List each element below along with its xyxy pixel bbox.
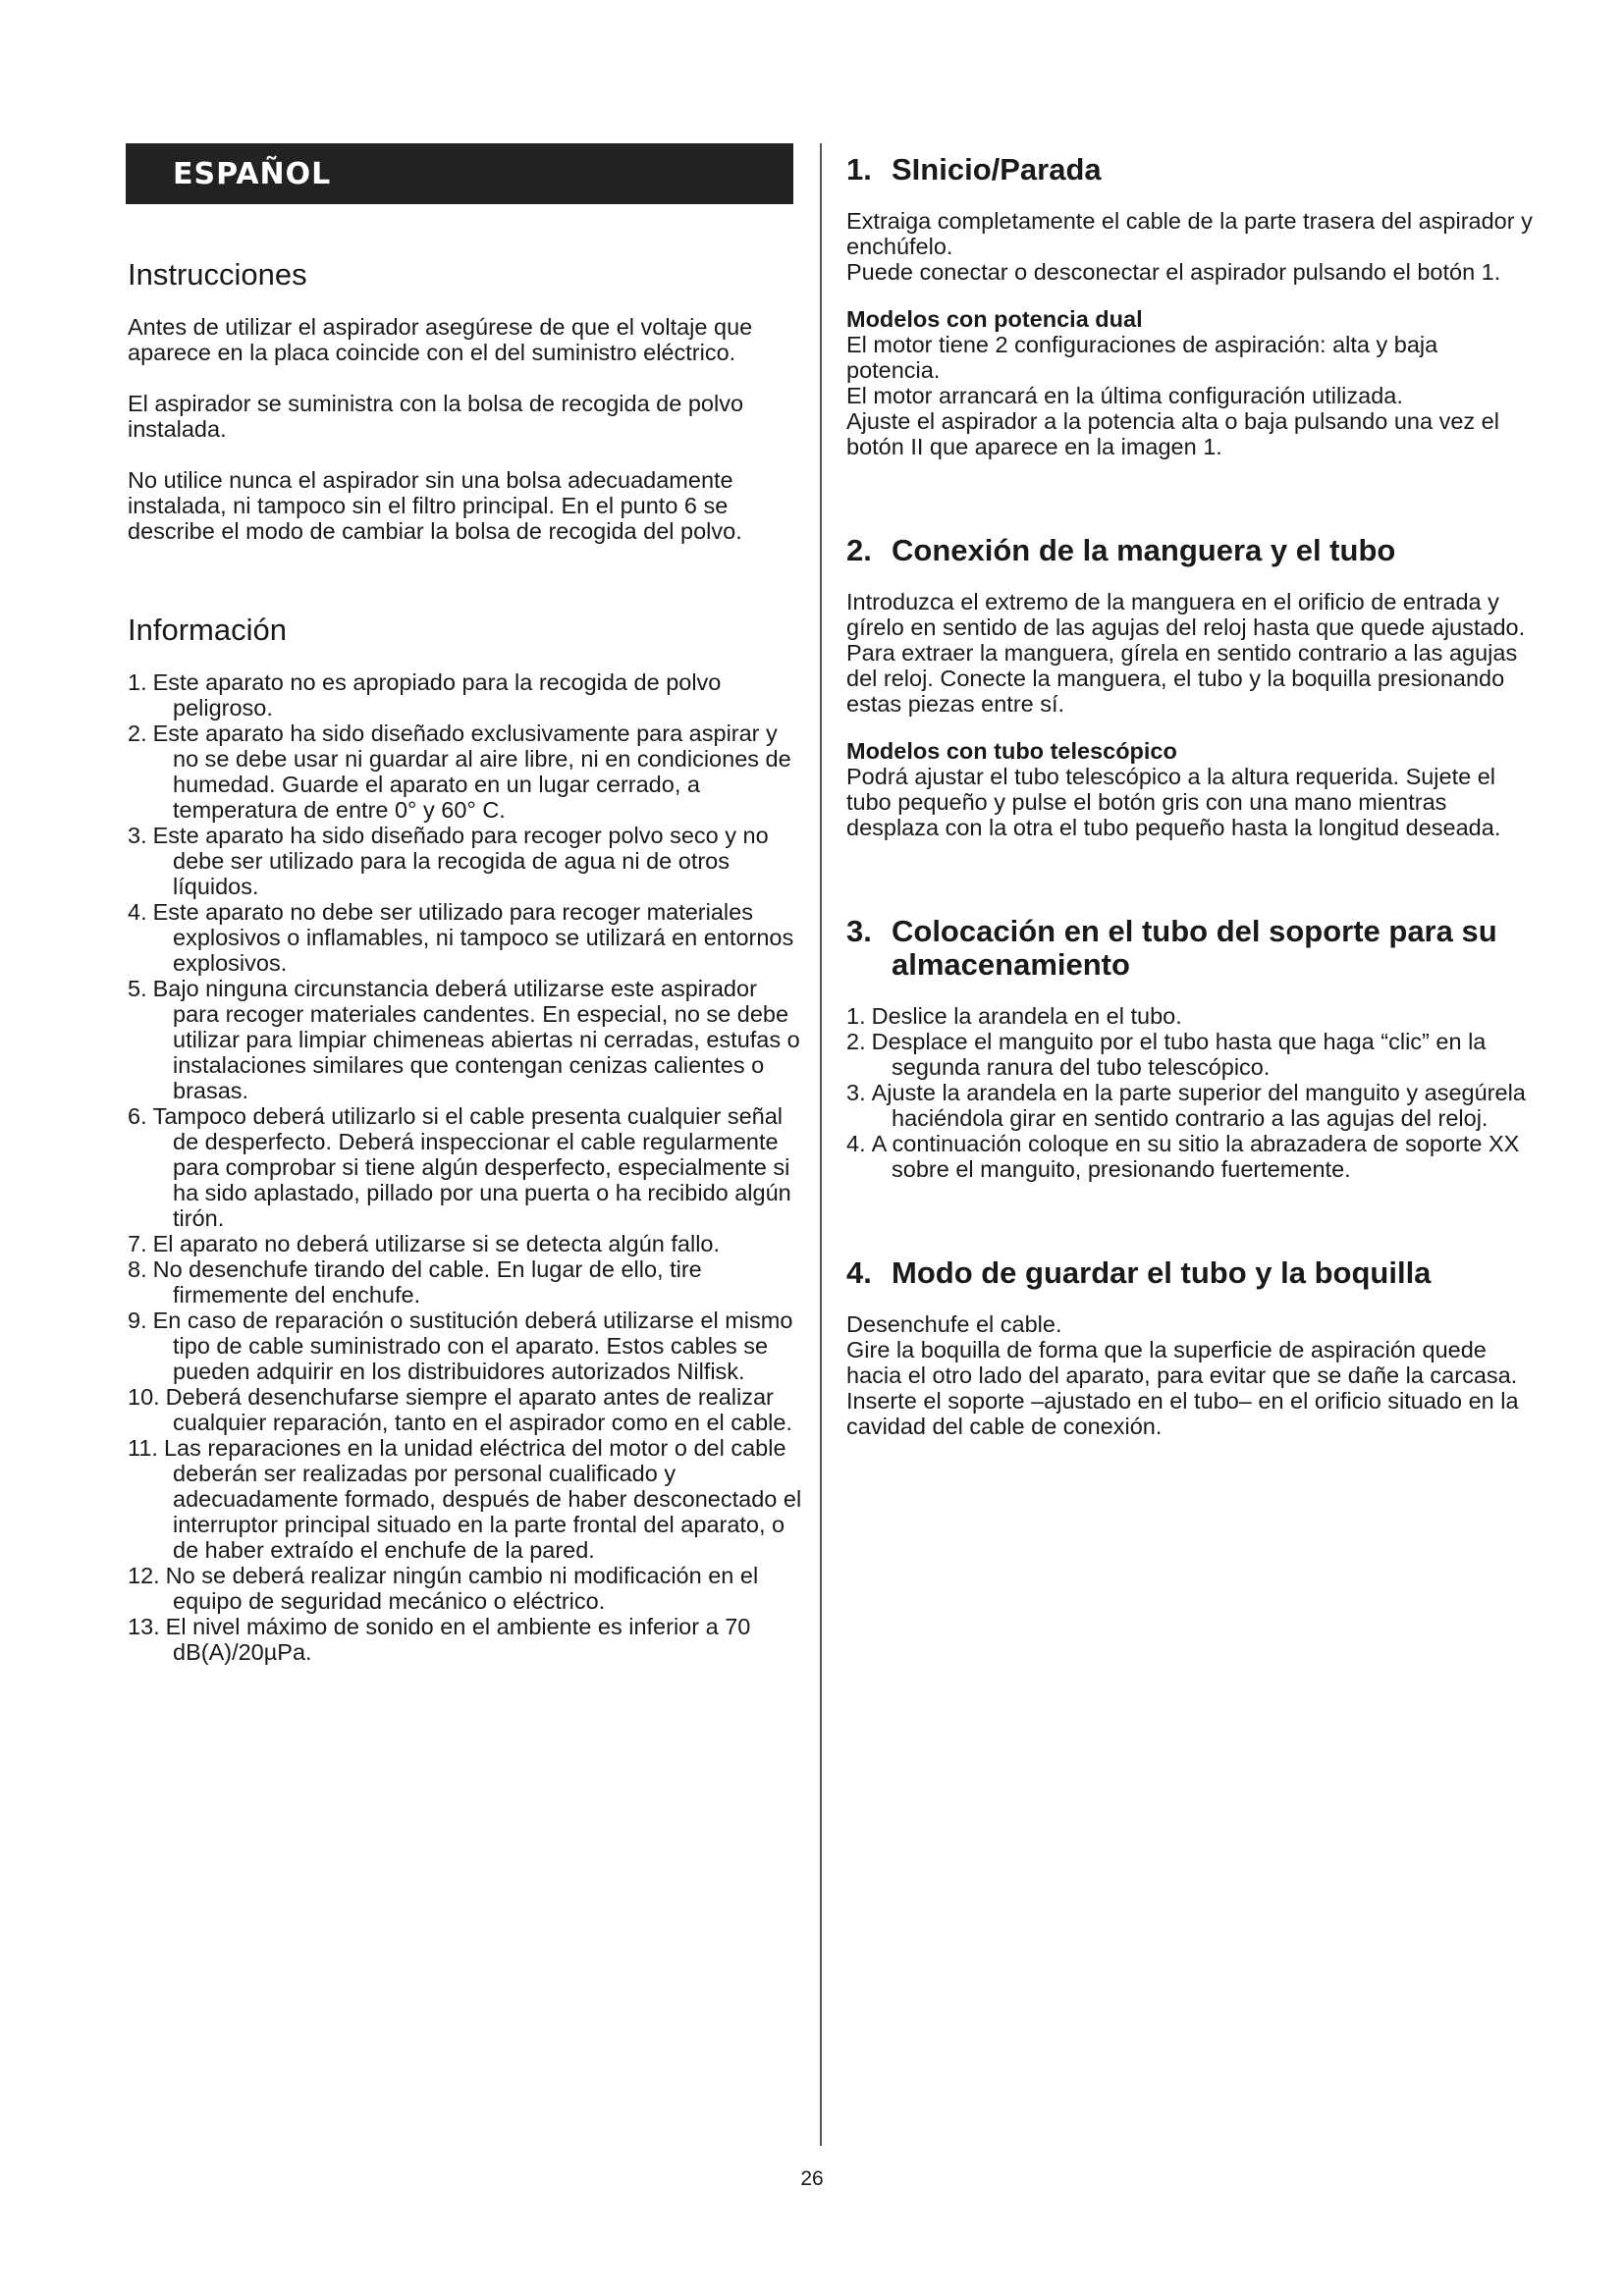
section-paragraph: Introduzca el extremo de la manguera en el orificio de entrada y gírelo en sentido de las agujas del reloj hasta que quede ajustado. Para extraer la manguera, gírela en sentido contrario a las agujas del reloj. Conecte la manguera, el tubo y la boquilla presionando estas piezas entre sí. [846, 589, 1526, 717]
informacion-list [128, 669, 805, 1665]
instrucciones-paragraph: Antes de utilizar el aspirador asegúrese de que el voltaje que aparece en la placa coincide con el del suministro eléctrico. [128, 314, 753, 365]
list-item: 7. El aparato no deberá utilizarse si se detecta algún fallo. [128, 1231, 721, 1256]
list-item: 2. Este aparato ha sido diseñado exclusivamente para aspirar y no se debe usar ni guardar al aire libre, ni en condiciones de humedad. Guarde el aparato en un lugar cerrado, a temperatura de entre 0° y 60° C. [128, 721, 791, 823]
left-column [128, 257, 805, 1665]
list-item: 1. Este aparato no es apropiado para la recogida de polvo peligroso. [128, 669, 722, 721]
section-paragraph: Desenchufe el cable. [846, 1311, 1062, 1337]
list-item: 10. Deberá desenchufarse siempre el aparato antes de realizar cualquier reparación, tanto en el aspirador como en el cable. [128, 1384, 792, 1435]
list-item: 4. A continuación coloque en su sitio la abrazadera de soporte XX sobre el manguito, presionando fuertemente. [846, 1131, 1520, 1182]
section-paragraph: El motor arrancará en la última configuración utilizada. [846, 383, 1403, 408]
section-conexion [846, 534, 1534, 840]
section-paragraph: Puede conectar o desconectar el aspirador pulsando el botón 1. [846, 259, 1501, 285]
section-heading: 4. Modo de guardar el tubo y la boquilla [846, 1255, 1432, 1290]
list-item: 12. No se deberá realizar ningún cambio ni modificación en el equipo de seguridad mecánico o eléctrico. [128, 1563, 759, 1614]
instrucciones-paragraph: No utilice nunca el aspirador sin una bolsa adecuadamente instalada, ni tampoco sin el filtro principal. En el punto 6 se describe el modo de cambiar la bolsa de recogida del polvo. [128, 467, 742, 544]
instrucciones-paragraph: El aspirador se suministra con la bolsa de recogida de polvo instalada. [128, 391, 744, 442]
steps-list [846, 1003, 1534, 1182]
column-divider [820, 143, 822, 2146]
language-label: ESPAÑOL [173, 156, 332, 191]
section-guardar [846, 1256, 1534, 1439]
list-item: 5. Bajo ninguna circunstancia deberá utilizarse este aspirador para recoger materiales candentes. En especial, no se debe utilizar para limpiar chimeneas abiertas ni cerradas, estufas o instalaciones similares que contengan cenizas calientes o brasas. [128, 976, 800, 1103]
list-item: 8. No desenchufe tirando del cable. En lugar de ello, tire firmemente del enchufe. [128, 1256, 702, 1308]
informacion-heading: Información [128, 613, 287, 647]
instrucciones-heading: Instrucciones [128, 257, 307, 292]
list-item: 1. Deslice la arandela en el tubo. [846, 1003, 1182, 1029]
section-paragraph: Podrá ajustar el tubo telescópico a la altura requerida. Sujete el tubo pequeño y pulse el botón gris con una mano mientras desplaza con la otra el tubo pequeño hasta la longitud deseada. [846, 764, 1501, 840]
list-item: 13. El nivel máximo de sonido en el ambiente es inferior a 70 dB(A)/20µPa. [128, 1614, 751, 1665]
section-heading: 1. SInicio/Parada [846, 152, 1102, 187]
list-item: 11. Las reparaciones en la unidad eléctrica del motor o del cable deberán ser realizadas por personal cualificado y adecuadamente formado, después de haber desconectado el interruptor principal situado en la parte frontal del aparato, o de haber extraído el enchufe de la pared. [128, 1435, 802, 1563]
section-heading: 3. Colocación en el tubo del soporte para su almacenamiento [846, 914, 1497, 982]
list-item: 3. Este aparato ha sido diseñado para recoger polvo seco y no debe ser utilizado para la recogida de agua ni de otros líquidos. [128, 823, 769, 899]
list-item: 6. Tampoco deberá utilizarlo si el cable presenta cualquier señal de desperfecto. Deberá inspeccionar el cable regularmente para comprobar si tiene algún desperfecto, especialmente si ha sido aplastado, pillado por una puerta o ha recibido algún tirón. [128, 1103, 791, 1231]
subsection-heading: Modelos con tubo telescópico [846, 738, 1177, 764]
section-paragraph: Gire la boquilla de forma que la superficie de aspiración quede hacia el otro lado del aparato, para evitar que se dañe la carcasa. Inserte el soporte –ajustado en el tubo– en el orificio situado en la cavidad del cable de conexión. [846, 1337, 1519, 1439]
section-heading: 2. Conexión de la manguera y el tubo [846, 533, 1396, 567]
language-banner [126, 143, 793, 204]
section-paragraph: El motor tiene 2 configuraciones de aspiración: alta y baja potencia. [846, 332, 1438, 383]
section-paragraph: Ajuste el aspirador a la potencia alta o baja pulsando una vez el botón II que aparece en la imagen 1. [846, 408, 1499, 459]
list-item: 3. Ajuste la arandela en la parte superior del manguito y asegúrela haciéndola girar en sentido contrario a las agujas del reloj. [846, 1080, 1526, 1131]
list-item: 2. Desplace el manguito por el tubo hasta que haga “clic” en la segunda ranura del tubo telescópico. [846, 1029, 1487, 1080]
section-paragraph: Extraiga completamente el cable de la parte trasera del aspirador y enchúfelo. [846, 208, 1533, 259]
section-inicio-parada [846, 153, 1534, 459]
right-column [846, 153, 1534, 1439]
list-item: 4. Este aparato no debe ser utilizado para recoger materiales explosivos o inflamables, ni tampoco se utilizará en entornos explosivos. [128, 899, 794, 976]
page-number: 26 [800, 2167, 824, 2190]
section-soporte [846, 915, 1534, 1182]
subsection-heading: Modelos con potencia dual [846, 306, 1143, 332]
list-item: 9. En caso de reparación o sustitución deberá utilizarse el mismo tipo de cable suministrado con el aparato. Estos cables se pueden adquirir en los distribuidores autorizados Nilfisk. [128, 1308, 793, 1384]
